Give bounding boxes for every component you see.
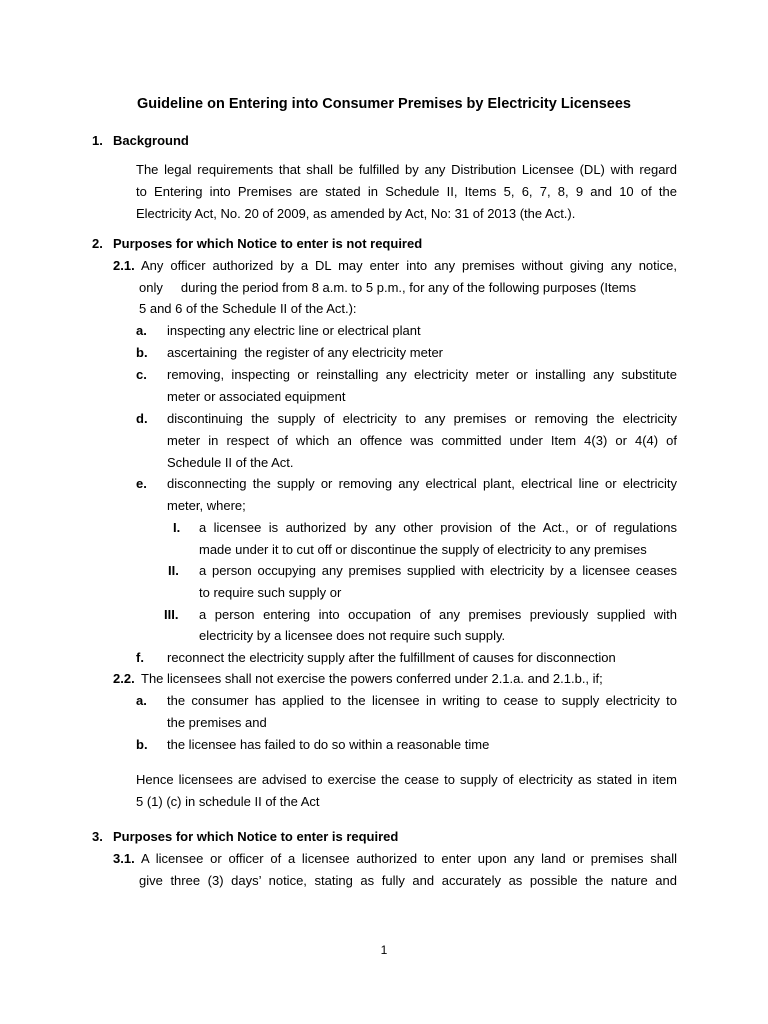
item-text: the consumer has applied to the licensee in writing to cease to supply electricity to [167,693,677,708]
item-text: meter in respect of which an offence was committed under Item 4(3) or 4(4) of [167,433,677,448]
subitem-label: II. [168,563,179,578]
item-text: meter or associated equipment [167,389,346,404]
section-3-number: 3. [92,829,103,844]
clause-2-1-number: 2.1. [113,258,135,273]
item-label: f. [136,650,144,665]
clause-2-1-line: 5 and 6 of the Schedule II of the Act.): [139,301,357,316]
section-1-line: to Entering into Premises are stated in Schedule II, Items 5, 6, 7, 8, 9 and 10 of the [136,184,677,199]
clause-2-1-line: Any officer authorized by a DL may enter into any premises without giving any notice, [141,258,677,273]
section-2-heading: Purposes for which Notice to enter is not required [113,236,423,251]
clause-3-1-line: A licensee or officer of a licensee authorized to enter upon any land or premises shall [141,851,677,866]
item-text: reconnect the electricity supply after the fulfillment of causes for disconnection [167,650,616,665]
item-label: b. [136,345,148,360]
item-text: ascertaining the register of any electricity meter [167,345,444,360]
subitem-text: a person occupying any premises supplied with electricity by a licensee ceases [199,563,677,578]
section-1-heading: Background [113,133,189,148]
section-1-line: Electricity Act, No. 20 of 2009, as amended by Act, No: 31 of 2013 (the Act.). [136,206,576,221]
item-text: removing, inspecting or reinstalling any electricity meter or installing any substitute [167,367,677,382]
section-1-line: The legal requirements that shall be fulfilled by any Distribution Licensee (DL) with regard [136,162,677,177]
item-label: e. [136,476,147,491]
page-number: 1 [380,943,388,957]
item-text: the premises and [167,715,267,730]
subitem-text: a licensee is authorized by any other provision of the Act., or of regulations [199,520,677,535]
subitem-label: III. [164,607,179,622]
item-label: a. [136,323,147,338]
item-text: discontinuing the supply of electricity to any premises or removing the electricity [167,411,677,426]
subitem-text: made under it to cut off or discontinue the supply of electricity to any premises [199,542,647,557]
item-text: inspecting any electric line or electrical plant [167,323,421,338]
subitem-text: to require such supply or [199,585,342,600]
clause-3-1-number: 3.1. [113,851,135,866]
section-1-number: 1. [92,133,103,148]
subitem-text: a person entering into occupation of any premises previously supplied with [199,607,677,622]
subitem-text: electricity by a licensee does not require such supply. [199,628,506,643]
clause-2-1-line: only during the period from 8 a.m. to 5 p.m., for any of the following purposes (Items [139,280,637,295]
hence-line: Hence licensees are advised to exercise the cease to supply of electricity as stated in item [136,772,677,787]
clause-3-1-line: give three (3) days’ notice, stating as fully and accurately as possible the nature and [139,873,677,888]
section-3-heading: Purposes for which Notice to enter is required [113,829,399,844]
item-label: b. [136,737,148,752]
item-text: Schedule II of the Act. [167,455,294,470]
item-label: a. [136,693,147,708]
item-text: disconnecting the supply or removing any electrical plant, electrical line or electricity [167,476,677,491]
clause-2-2-text: The licensees shall not exercise the powers conferred under 2.1.a. and 2.1.b., if; [141,671,603,686]
document-title: Guideline on Entering into Consumer Premises by Electricity Licensees [137,96,631,112]
hence-line: 5 (1) (c) in schedule II of the Act [136,794,320,809]
item-text: the licensee has failed to do so within a reasonable time [167,737,490,752]
clause-2-2-number: 2.2. [113,671,135,686]
section-2-number: 2. [92,236,103,251]
subitem-label: I. [173,520,181,535]
item-label: d. [136,411,148,426]
item-text: meter, where; [167,498,246,513]
item-label: c. [136,367,147,382]
